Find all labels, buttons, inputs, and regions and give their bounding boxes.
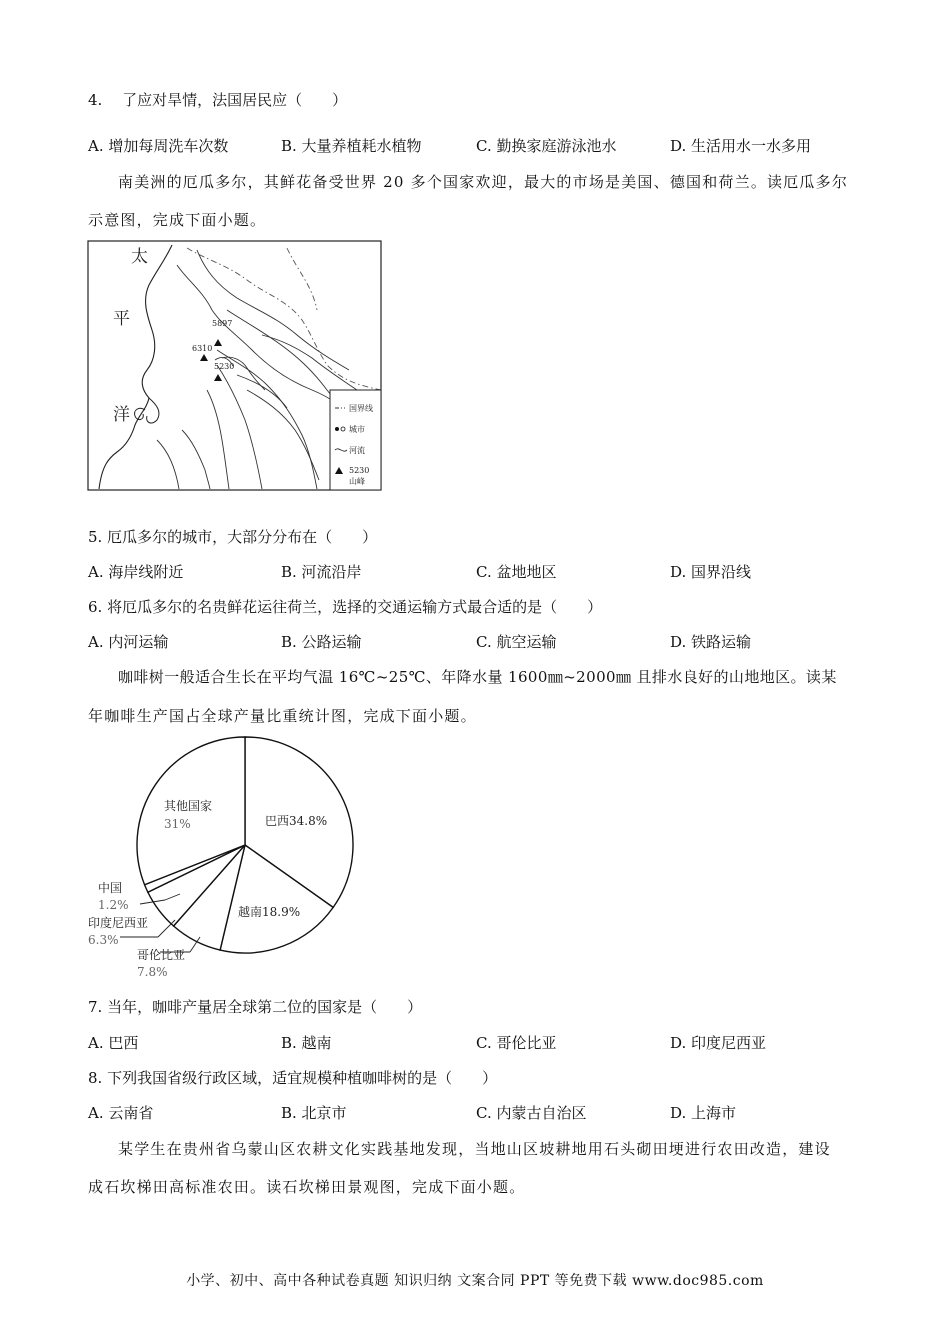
q6-option-a[interactable]: A. 内河运输 (88, 633, 169, 651)
pie-label-indonesia: 印度尼西亚 (88, 916, 149, 930)
pie-label-others: 其他国家 (164, 799, 213, 813)
pie-label-colombia-value: 7.8% (137, 965, 168, 979)
q7-stem: 7. 当年，咖啡产量居全球第二位的国家是（ ） (88, 998, 423, 1016)
q6-option-c[interactable]: C. 航空运输 (476, 633, 557, 651)
coffee-pie-chart (80, 732, 370, 982)
pie-label-vietnam: 越南18.9% (238, 905, 301, 919)
ecuador-intro-line1: 南美洲的厄瓜多尔，其鲜花备受世界 20 多个国家欢迎，最大的市场是美国、德国和荷兰。读厄瓜多尔 (118, 173, 849, 191)
q4-option-c[interactable]: C. 勤换家庭游泳池水 (476, 137, 617, 155)
legend-river: 河流 (349, 446, 365, 455)
q4-stem: 4. 了应对旱情，法国居民应（ ） (88, 91, 348, 109)
q4-option-d[interactable]: D. 生活用水一水多用 (670, 137, 812, 155)
q6-option-b[interactable]: B. 公路运输 (281, 633, 362, 651)
q5-option-c[interactable]: C. 盆地地区 (476, 563, 557, 581)
q7-option-b[interactable]: B. 越南 (281, 1034, 332, 1052)
terrace-intro-line2: 成石坎梯田高标准农田。读石坎梯田景观图，完成下面小题。 (88, 1178, 526, 1196)
q8-option-d[interactable]: D. 上海市 (670, 1104, 737, 1122)
q7-option-a[interactable]: A. 巴西 (88, 1034, 139, 1052)
legend-border: 国界线 (349, 404, 373, 413)
q6-stem: 6. 将厄瓜多尔的名贵鲜花运往荷兰，选择的交通运输方式最合适的是（ ） (88, 598, 603, 616)
q4-option-a[interactable]: A. 增加每周洗车次数 (88, 137, 229, 155)
q5-option-d[interactable]: D. 国界沿线 (670, 563, 752, 581)
q8-option-c[interactable]: C. 内蒙古自治区 (476, 1104, 587, 1122)
peak-label-6310: 6310 (192, 344, 213, 353)
page-footer[interactable]: 小学、初中、高中各种试卷真题 知识归纳 文案合同 PPT 等免费下载 www.doc985.com (186, 1273, 764, 1289)
coffee-intro-line1: 咖啡树一般适合生长在平均气温 16℃~25℃、年降水量 1600㎜~2000㎜ 且排水良好的山地地区。读某 (118, 668, 837, 686)
q5-stem: 5. 厄瓜多尔的城市，大部分分布在（ ） (88, 528, 378, 546)
pie-label-colombia: 哥伦比亚 (137, 948, 186, 962)
coffee-intro-line2: 年咖啡生产国占全球产量比重统计图，完成下面小题。 (88, 707, 477, 725)
q6-option-d[interactable]: D. 铁路运输 (670, 633, 752, 651)
q7-option-d[interactable]: D. 印度尼西亚 (670, 1034, 767, 1052)
q5-option-b[interactable]: B. 河流沿岸 (281, 563, 362, 581)
pie-label-others-value: 31% (164, 817, 191, 831)
q7-option-c[interactable]: C. 哥伦比亚 (476, 1034, 557, 1052)
peak-label-5897: 5897 (212, 319, 233, 328)
q8-option-a[interactable]: A. 云南省 (88, 1104, 154, 1122)
pie-label-china: 中国 (98, 881, 123, 895)
ecuador-intro-line2: 示意图，完成下面小题。 (88, 211, 267, 229)
pie-label-indonesia-value: 6.3% (88, 933, 119, 947)
terrace-intro-line1: 某学生在贵州省乌蒙山区农耕文化实践基地发现，当地山区坡耕地用石头砌田埂进行农田改造，建设 (118, 1140, 831, 1158)
pie-label-brazil: 巴西34.8% (265, 814, 328, 828)
q5-option-a[interactable]: A. 海岸线附近 (88, 563, 184, 581)
legend-peak: 山峰 (349, 477, 365, 486)
legend-city: 城市 (349, 425, 365, 434)
ocean-label-ping: 平 (113, 309, 130, 329)
q8-stem: 8. 下列我国省级行政区域，适宜规模种植咖啡树的是（ ） (88, 1069, 498, 1087)
ocean-label-yang: 洋 (113, 405, 130, 425)
ecuador-map (87, 240, 383, 492)
q8-option-b[interactable]: B. 北京市 (281, 1104, 347, 1122)
q4-option-b[interactable]: B. 大量养植耗水植物 (281, 137, 422, 155)
ocean-label-tai: 太 (131, 247, 148, 267)
pie-label-china-value: 1.2% (98, 898, 129, 912)
peak-label-5230: 5230 (214, 362, 235, 371)
legend-peak-value: 5230 (349, 466, 370, 475)
